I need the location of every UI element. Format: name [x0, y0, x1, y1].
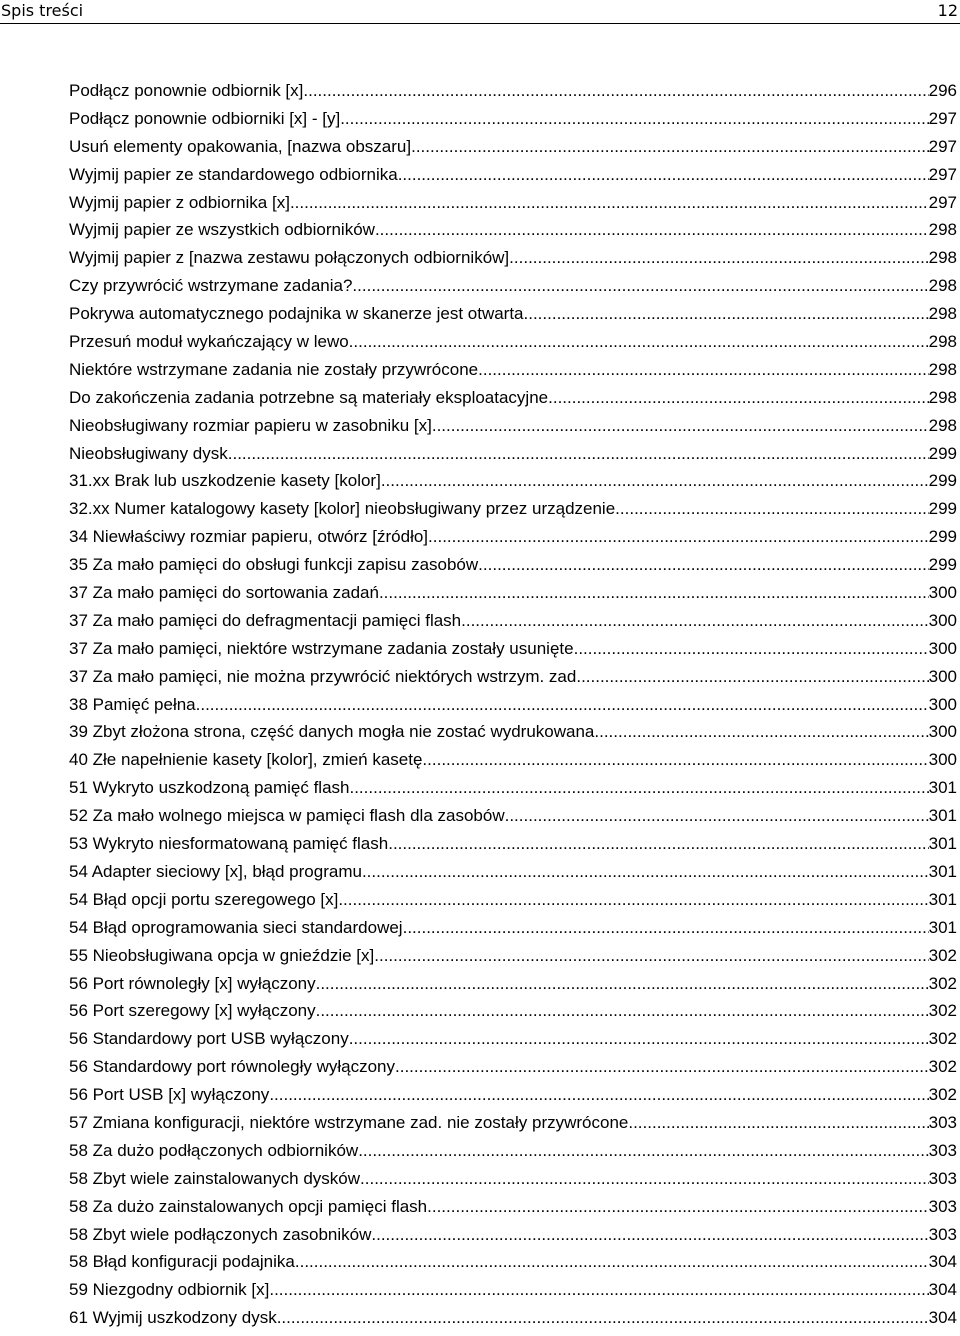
toc-entry[interactable]	[69, 105, 957, 133]
toc-entry-page: 302	[928, 1085, 957, 1105]
toc-entry-title: Podłącz ponownie odbiornik [x]	[69, 81, 304, 100]
dot-leader	[615, 495, 928, 523]
toc-entry[interactable]	[69, 635, 957, 663]
toc-entry[interactable]	[69, 1137, 957, 1165]
toc-entry-title: 56 Standardowy port USB wyłączony	[69, 1029, 349, 1049]
toc-entry-page: 300	[928, 610, 957, 630]
toc-entry[interactable]	[69, 300, 957, 328]
toc-entry[interactable]	[69, 1025, 957, 1053]
toc-entry-page: 301	[928, 778, 957, 798]
toc-entry-page: 299	[928, 555, 957, 575]
toc-entry[interactable]	[69, 77, 957, 105]
dot-leader	[352, 272, 928, 300]
toc-entry[interactable]	[69, 328, 957, 356]
toc-entry-title: Czy przywrócić wstrzymane zadania?	[69, 276, 353, 296]
toc-entry[interactable]	[69, 997, 957, 1025]
dot-leader	[228, 440, 929, 468]
toc-entry[interactable]	[69, 1248, 957, 1276]
toc-entry-title: Wyjmij papier ze wszystkich odbiorników	[69, 220, 375, 240]
dot-leader	[269, 1276, 928, 1304]
toc-entry[interactable]	[69, 718, 957, 746]
toc-entry-page: 303	[928, 1196, 957, 1216]
toc-entry-title: 37 Za mało pamięci do sortowania zadań	[69, 583, 379, 603]
dot-leader	[524, 300, 929, 328]
toc-entry-title: Nieobsługiwany rozmiar papieru w zasobniku [x]	[69, 415, 432, 435]
toc-entry[interactable]	[69, 914, 957, 942]
dot-leader	[422, 746, 928, 774]
toc-entry[interactable]	[69, 1109, 957, 1137]
dot-leader	[371, 1221, 928, 1249]
toc-entry-title: 56 Port szeregowy [x] wyłączony	[69, 1001, 316, 1021]
toc-entry-page: 298	[928, 304, 957, 324]
dot-leader	[505, 802, 929, 830]
toc-entry-title: 58 Za dużo podłączonych odbiorników	[69, 1140, 359, 1160]
toc-entry-page: 304	[928, 1308, 957, 1328]
toc-entry-page: 303	[928, 1224, 957, 1244]
header-divider	[0, 23, 960, 24]
toc-entry[interactable]	[69, 1276, 957, 1304]
toc-entry-page: 298	[928, 332, 957, 352]
toc-entry-title: 32.xx Numer katalogowy kasety [kolor] nieobsługiwany przez urządzenie	[69, 499, 616, 519]
toc-entry-title: 54 Adapter sieciowy [x], błąd programu	[69, 861, 362, 881]
toc-entry[interactable]	[69, 970, 957, 998]
toc-entry[interactable]	[69, 244, 957, 272]
toc-entry[interactable]	[69, 1053, 957, 1081]
toc-entry-page: 299	[928, 499, 957, 519]
toc-entry-title: Wyjmij papier z odbiornika [x]	[69, 192, 290, 212]
toc-entry-title: 37 Za mało pamięci, niektóre wstrzymane zadania zostały usunięte	[69, 638, 574, 658]
toc-entry-title: 57 Zmiana konfiguracji, niektóre wstrzymane zad. nie zostały przywrócone	[69, 1112, 629, 1132]
toc-entry-title: 56 Port równoległy [x] wyłączony	[69, 973, 316, 993]
toc-entry-page: 297	[928, 192, 957, 212]
dot-leader	[362, 858, 929, 886]
toc-entry-page: 299	[928, 471, 957, 491]
toc-entry[interactable]	[69, 1221, 957, 1249]
toc-entry[interactable]	[69, 551, 957, 579]
dot-leader	[379, 579, 929, 607]
toc-entry-title: Podłącz ponownie odbiorniki [x] - [y]	[69, 108, 341, 128]
dot-leader	[548, 384, 929, 412]
dot-leader	[338, 886, 928, 914]
dot-leader	[340, 105, 928, 133]
toc-entry-page: 303	[928, 1140, 957, 1160]
toc-entry-title: Do zakończenia zadania potrzebne są materiały eksploatacyjne	[69, 387, 549, 407]
dot-leader	[295, 1248, 929, 1276]
toc-entry-page: 303	[928, 1168, 957, 1188]
toc-entry-title: 35 Za mało pamięci do obsługi funkcji zapisu zasobów	[69, 555, 479, 575]
toc-entry[interactable]	[69, 356, 957, 384]
dot-leader	[428, 523, 929, 551]
toc-entry-title: 55 Nieobsługiwana opcja w gnieździe [x]	[69, 945, 375, 965]
dot-leader	[432, 412, 929, 440]
toc-entry-page: 297	[928, 164, 957, 184]
dot-leader	[478, 551, 928, 579]
dot-leader	[349, 774, 928, 802]
dot-leader	[360, 1165, 929, 1193]
dot-leader	[196, 691, 929, 719]
toc-entry-title: 58 Zbyt wiele podłączonych zasobników	[69, 1224, 372, 1244]
toc-entry-page: 301	[928, 889, 957, 909]
toc-entry-title: Nieobsługiwany dysk	[69, 443, 228, 463]
dot-leader	[277, 1304, 929, 1332]
toc-entry-title: 37 Za mało pamięci do defragmentacji pamięci flash	[69, 610, 462, 630]
toc-entry-title: 31.xx Brak lub uszkodzenie kasety [kolor]	[69, 471, 381, 491]
page-number: 12	[937, 1, 958, 20]
toc-entry-title: 56 Standardowy port równoległy wyłączony	[69, 1057, 396, 1077]
toc-entry-title: 54 Błąd opcji portu szeregowego [x]	[69, 889, 339, 909]
dot-leader	[509, 244, 928, 272]
toc-entry-page: 299	[928, 527, 957, 547]
toc-entry-page: 304	[928, 1280, 957, 1300]
toc-entry-title: 54 Błąd oprogramowania sieci standardowej	[69, 917, 403, 937]
toc-entry[interactable]	[69, 579, 957, 607]
toc-entry[interactable]	[69, 942, 957, 970]
dot-leader	[628, 1109, 928, 1137]
toc-entry-page: 302	[928, 1057, 957, 1077]
toc-entry-title: 58 Zbyt wiele zainstalowanych dysków	[69, 1168, 361, 1188]
toc-entry-page: 298	[928, 276, 957, 296]
toc-entry[interactable]	[69, 1193, 957, 1221]
toc-entry-page: 300	[928, 638, 957, 658]
toc-entry-page: 302	[928, 945, 957, 965]
toc-entry[interactable]	[69, 495, 957, 523]
dot-leader	[316, 997, 929, 1025]
toc-entry[interactable]	[69, 467, 957, 495]
toc-entry[interactable]	[69, 774, 957, 802]
toc-entry-page: 299	[928, 443, 957, 463]
toc-entry-page: 301	[928, 917, 957, 937]
toc-entry-title: Wyjmij papier ze standardowego odbiornika	[69, 164, 398, 184]
toc-entry-page: 298	[928, 387, 957, 407]
toc-entry-title: 51 Wykryto uszkodzoną pamięć flash	[69, 778, 350, 798]
toc-entry-title: Pokrywa automatycznego podajnika w skanerze jest otwarta	[69, 304, 524, 324]
toc-entry-page: 301	[928, 861, 957, 881]
toc-entry[interactable]	[69, 272, 957, 300]
toc-entry-title: 58 Błąd konfiguracji podajnika	[69, 1252, 295, 1272]
toc-entry[interactable]	[69, 161, 957, 189]
toc-entry[interactable]	[69, 412, 957, 440]
toc-entry[interactable]	[69, 440, 957, 468]
toc-entry[interactable]	[69, 189, 957, 217]
toc-entry[interactable]	[69, 663, 957, 691]
toc-entry[interactable]	[69, 133, 957, 161]
toc-entry-title: 59 Niezgodny odbiornik [x]	[69, 1280, 270, 1300]
toc-entry-page: 300	[928, 694, 957, 714]
dot-leader	[398, 161, 929, 189]
toc-entry-title: 39 Zbyt złożona strona, część danych mogła nie zostać wydrukowana.	[69, 722, 600, 742]
toc-entry[interactable]	[69, 523, 957, 551]
toc-entry-page: 298	[928, 415, 957, 435]
dot-leader	[388, 830, 928, 858]
toc-entry[interactable]	[69, 607, 957, 635]
toc-entry[interactable]	[69, 1081, 957, 1109]
toc-entry-title: 52 Za mało wolnego miejsca w pamięci flash dla zasobów	[69, 806, 505, 826]
toc-entry-title: 40 Złe napełnienie kasety [kolor], zmień kasetę	[69, 750, 423, 770]
toc-entry-title: 34 Niewłaściwy rozmiar papieru, otwórz [źródło]	[69, 527, 429, 547]
page-header	[0, 0, 960, 24]
dot-leader	[395, 1053, 929, 1081]
toc-entry-page: 296	[928, 81, 957, 100]
toc-entry[interactable]	[69, 1165, 957, 1193]
dot-leader	[303, 77, 928, 105]
toc-entry-title: 58 Za dużo zainstalowanych opcji pamięci flash	[69, 1196, 428, 1216]
toc-entry-page: 300	[928, 666, 957, 686]
toc-entry[interactable]	[69, 691, 957, 719]
toc-entry-page: 304	[928, 1252, 957, 1272]
dot-leader	[269, 1081, 928, 1109]
toc-entry-page: 302	[928, 1001, 957, 1021]
toc-entry-page: 298	[928, 359, 957, 379]
dot-leader	[599, 718, 929, 746]
toc-entry-page: 297	[928, 108, 957, 128]
dot-leader	[349, 1025, 929, 1053]
dot-leader	[290, 189, 929, 217]
toc-entry[interactable]	[69, 216, 957, 244]
dot-leader	[461, 607, 928, 635]
toc-entry[interactable]	[69, 802, 957, 830]
dot-leader	[574, 635, 929, 663]
dot-leader	[375, 216, 929, 244]
toc-entry[interactable]	[69, 384, 957, 412]
toc-entry-page: 298	[928, 220, 957, 240]
toc-entry[interactable]	[69, 746, 957, 774]
toc-entry-page: 300	[928, 750, 957, 770]
toc-entry-title: 56 Port USB [x] wyłączony	[69, 1085, 270, 1105]
dot-leader	[411, 133, 929, 161]
toc-entry-page: 303	[928, 1112, 957, 1132]
toc-entry-title: 53 Wykryto niesformatowaną pamięć flash	[69, 834, 389, 854]
toc-entry-title: Niektóre wstrzymane zadania nie zostały przywrócone	[69, 359, 479, 379]
dot-leader	[316, 970, 929, 998]
dot-leader	[403, 914, 929, 942]
toc-entry-page: 301	[928, 806, 957, 826]
toc-entry-page: 298	[928, 248, 957, 268]
dot-leader	[374, 942, 928, 970]
toc-entry-page: 300	[928, 722, 957, 742]
dot-leader	[478, 356, 929, 384]
toc-entry-page: 301	[928, 834, 957, 854]
toc-entry-title: 38 Pamięć pełna	[69, 694, 196, 714]
toc-entry-title: 37 Za mało pamięci, nie można przywrócić niektórych wstrzym. zad.	[69, 666, 582, 686]
toc-entry[interactable]	[69, 830, 957, 858]
dot-leader	[427, 1193, 928, 1221]
toc-entry[interactable]	[69, 1304, 957, 1332]
dot-leader	[349, 328, 929, 356]
toc-entry-page: 302	[928, 973, 957, 993]
toc-entry-page: 297	[928, 136, 957, 156]
dot-leader	[358, 1137, 928, 1165]
toc-entry[interactable]	[69, 886, 957, 914]
table-of-contents	[69, 77, 957, 1332]
section-title: Spis treści	[1, 1, 84, 20]
toc-entry-title: 61 Wyjmij uszkodzony dysk	[69, 1308, 277, 1328]
dot-leader	[581, 663, 929, 691]
toc-entry-title: Wyjmij papier z [nazwa zestawu połączonych odbiorników]	[69, 248, 510, 268]
dot-leader	[381, 467, 929, 495]
toc-entry[interactable]	[69, 858, 957, 886]
toc-entry-page: 300	[928, 583, 957, 603]
toc-entry-title: Usuń elementy opakowania, [nazwa obszaru]	[69, 136, 412, 156]
toc-entry-page: 302	[928, 1029, 957, 1049]
toc-entry-title: Przesuń moduł wykańczający w lewo	[69, 332, 349, 352]
